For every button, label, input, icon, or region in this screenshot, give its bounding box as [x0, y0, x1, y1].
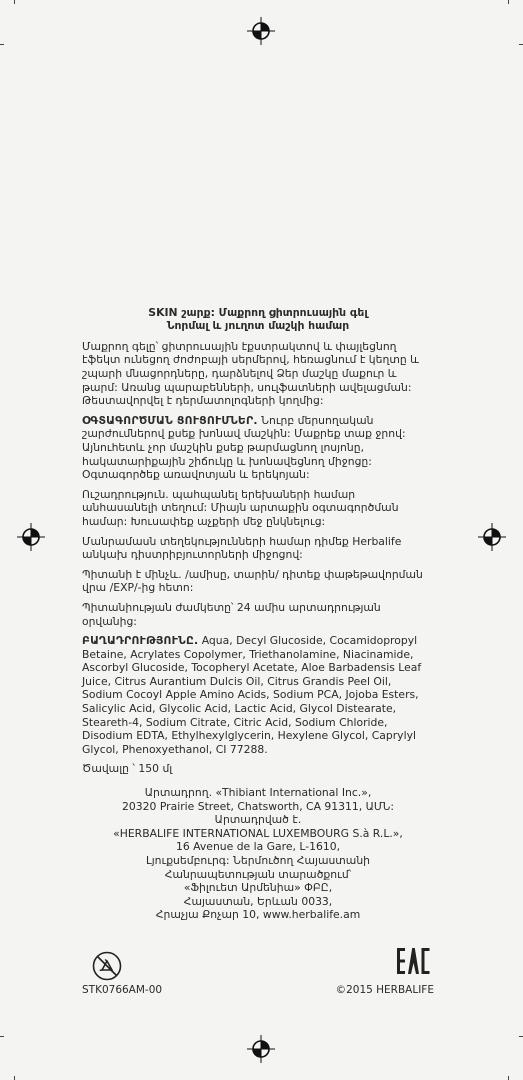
registration-mark-left	[16, 522, 46, 552]
usage-instructions	[82, 414, 434, 482]
manufacturer-line: «Ֆիլուետ Արմենիա» ՓԲԸ,	[183, 881, 333, 895]
crop-mark	[519, 44, 523, 45]
product-code: STK0766AM-00	[82, 984, 163, 996]
manufacturer-line: Լյուքսեմբուրգ: Ներմուծող Հայաստանի	[145, 854, 371, 867]
recycle-icon	[91, 950, 123, 982]
crop-mark	[519, 1036, 523, 1037]
label-footer	[82, 944, 434, 1000]
title-line-2: Նորմալ և յուղոտ մաշկի համար	[166, 319, 350, 333]
manufacturer-line: Արտադրված է.	[214, 813, 302, 827]
ingredients-heading: ԲԱՂԱԴՐՈՒԹՅՈՒՆԸ.	[82, 634, 199, 648]
copyright: ©2015 HERBALIFE	[335, 984, 434, 996]
usage-text: Նուրբ մերսողական շարժումներով քսեք խոնավ մաշկին: Մաքրեք տաք ջրով: Այնուհետև չոր մաշկին քսեք թարմացնող լոսյոնը, հակատարիքային շիճուկը և խոնավեցնող միջոցը: Օգտագործեք առավոտյան և երեկոյան:	[82, 413, 406, 482]
crop-mark	[508, 0, 509, 4]
eac-mark	[396, 946, 430, 976]
crop-mark	[0, 1036, 4, 1037]
shelf-life-text: Պիտանիության ժամկետը՝ 24 ամիս արտադրության օրվանից:	[82, 600, 381, 628]
crop-mark	[0, 44, 4, 45]
manufacturer-line: Հանրապետության տարածքում՝	[164, 867, 352, 881]
registration-mark-top	[246, 16, 276, 46]
manufacturer-line: 16 Avenue de la Gare, L-1610,	[175, 840, 340, 854]
usage-heading: ՕԳՏԱԳՈՐԾՄԱՆ ՑՈՒՑՈՒՄՆԵՐ.	[82, 413, 258, 427]
title-line-1: SKIN շարք: Մաքրող ցիտրուսային գել	[148, 306, 368, 319]
manufacturer-line: Հրաչյա Քոչար 10, www.herbalife.am	[155, 908, 361, 922]
warning-text: Ուշադրություն. պահպանել երեխաների համար անհասանելի տեղում: Միայն արտաքին օգտագործման համար: Խուսափեք աչքերի մեջ ընկնելուց:	[82, 487, 399, 528]
product-title	[82, 306, 434, 333]
manufacturer-line: Հայաստան, Երևան 0033,	[183, 894, 333, 908]
registration-mark-right	[477, 522, 507, 552]
contact-text: Մանրամասն տեղեկությունների համար դիմեք Herbalife անկախ դիստրիբյուտորների միջոցով:	[82, 534, 402, 562]
ingredients-text: Aqua, Decyl Glucoside, Cocamidopropyl Betaine, Acrylates Copolymer, Triethanolamine, Niacinamide, Ascorbyl Glucoside, Tocopheryl Acetate, Aloe Barbadensis Leaf Juice, Citrus Aurantium Dulcis Oil, Citrus Grandis Peel Oil, Sodium Cocoyl Apple Amino Acids, Sodium PCA, Jojoba Esters, Salicylic Acid, Glycolic Acid, Lactic Acid, Glycol Distearate, Steareth-4, Sodium Citrate, Citric Acid, Sodium Chloride, Disodium EDTA, Ethylhexylglycerin, Hexylene Glycol, Caprylyl Glycol, Phenoxyethanol, CI 77288.	[82, 634, 422, 756]
manufacturer-line: «HERBALIFE INTERNATIONAL LUXEMBOURG S.à R.L.»,	[113, 826, 403, 840]
manufacturer-line: Արտադրող. «Thibiant International Inc.»,	[144, 786, 372, 800]
volume-text: Ծավալը ՝ 150 մլ	[82, 762, 173, 776]
label-text-block	[82, 306, 434, 922]
product-description: Մաքրող գելը՝ ցիտրուսային էքստրակտով և փայլեցնող էֆեկտ ունեցող ժոժոբայի սերմերով, հեռացնում է կեղտը և շպարի մնացորդները, դարձնելով Ձեր մաշկը մաքուր և թարմ: Առանց պարաբենների, սուլֆատների ավելացման: Թեստավորվել է դերմատոլոգների կողմից:	[82, 339, 419, 408]
ingredients	[82, 634, 434, 756]
crop-mark	[508, 1076, 509, 1080]
crop-mark	[14, 0, 15, 4]
expiry-text: Պիտանի է մինչև. /ամիսը, տարին/ դիտեք փաթեթավորման վրա /EXP/-ից հետո:	[82, 567, 423, 595]
registration-mark-bottom	[246, 1034, 276, 1064]
manufacturer-block	[82, 786, 434, 922]
crop-mark	[14, 1076, 15, 1080]
manufacturer-line: 20320 Prairie Street, Chatsworth, CA 91311, ԱՄՆ:	[122, 799, 394, 813]
